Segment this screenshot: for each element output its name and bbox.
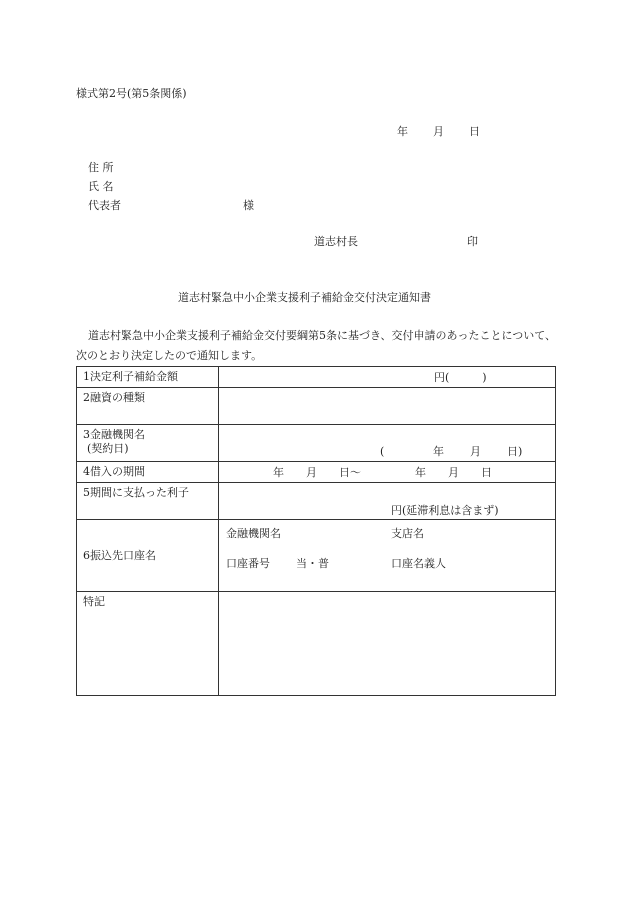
name-label: 氏 名	[88, 180, 114, 193]
table-row	[77, 520, 556, 592]
decision-table	[76, 366, 556, 696]
bank-label: 金融機関名	[226, 527, 281, 540]
loan-type-cell	[219, 388, 556, 425]
table-row	[77, 388, 556, 425]
branch-label: 支店名	[391, 527, 424, 540]
document-title: 道志村緊急中小企業支援利子補給金交付決定通知書	[178, 291, 431, 304]
paid-interest-cell	[219, 483, 556, 520]
date-year: 年	[397, 125, 408, 138]
table-row	[77, 367, 556, 388]
loan-period-from: 年 月 日～	[273, 466, 361, 479]
remarks-label: 特記	[77, 592, 219, 696]
bank-name-label-cell	[77, 425, 219, 462]
seal-mark: 印	[467, 235, 478, 248]
loan-type-label: 2融資の種類	[77, 388, 219, 425]
account-holder-label: 口座名義人	[391, 557, 446, 570]
contract-date-day: 日)	[507, 445, 523, 458]
contract-date-month: 月	[470, 445, 481, 458]
date-month: 月	[433, 125, 444, 138]
address-label: 住 所	[88, 161, 114, 174]
sender-title: 道志村長	[314, 235, 358, 248]
table-row	[77, 462, 556, 483]
contract-date-label: (契約日)	[87, 442, 129, 455]
account-cell	[219, 520, 556, 592]
loan-period-label: 4借入の期間	[77, 462, 219, 483]
table-row	[77, 425, 556, 462]
granted-amount-unit: 円( )	[434, 371, 487, 384]
account-type: 当・普	[296, 557, 329, 570]
account-number-label: 口座番号	[226, 557, 270, 570]
granted-amount-cell	[219, 367, 556, 388]
honorific: 様	[243, 199, 254, 212]
granted-amount-label: 1決定利子補給金額	[77, 367, 219, 388]
bank-name-cell	[219, 425, 556, 462]
paid-interest-label: 5期間に支払った利子	[77, 483, 219, 520]
contract-date-year: 年	[433, 445, 444, 458]
paid-interest-unit: 円(延滞利息は含まず)	[391, 504, 499, 517]
loan-period-cell	[219, 462, 556, 483]
loan-period-to: 年 月 日	[415, 466, 492, 479]
remarks-cell	[219, 592, 556, 696]
form-number: 様式第2号(第5条関係)	[76, 87, 187, 100]
table-row	[77, 483, 556, 520]
representative-label: 代表者	[88, 199, 121, 212]
date-day: 日	[469, 125, 480, 138]
bank-name-label: 3金融機関名	[83, 428, 145, 441]
body-paragraph: 道志村緊急中小企業支援利子補給金交付要綱第5条に基づき、交付申請のあったことについて、次のとおり決定したので通知します。	[76, 329, 557, 362]
table-row	[77, 592, 556, 696]
account-label: 6振込先口座名	[77, 520, 219, 592]
contract-date-paren: (	[380, 445, 385, 458]
